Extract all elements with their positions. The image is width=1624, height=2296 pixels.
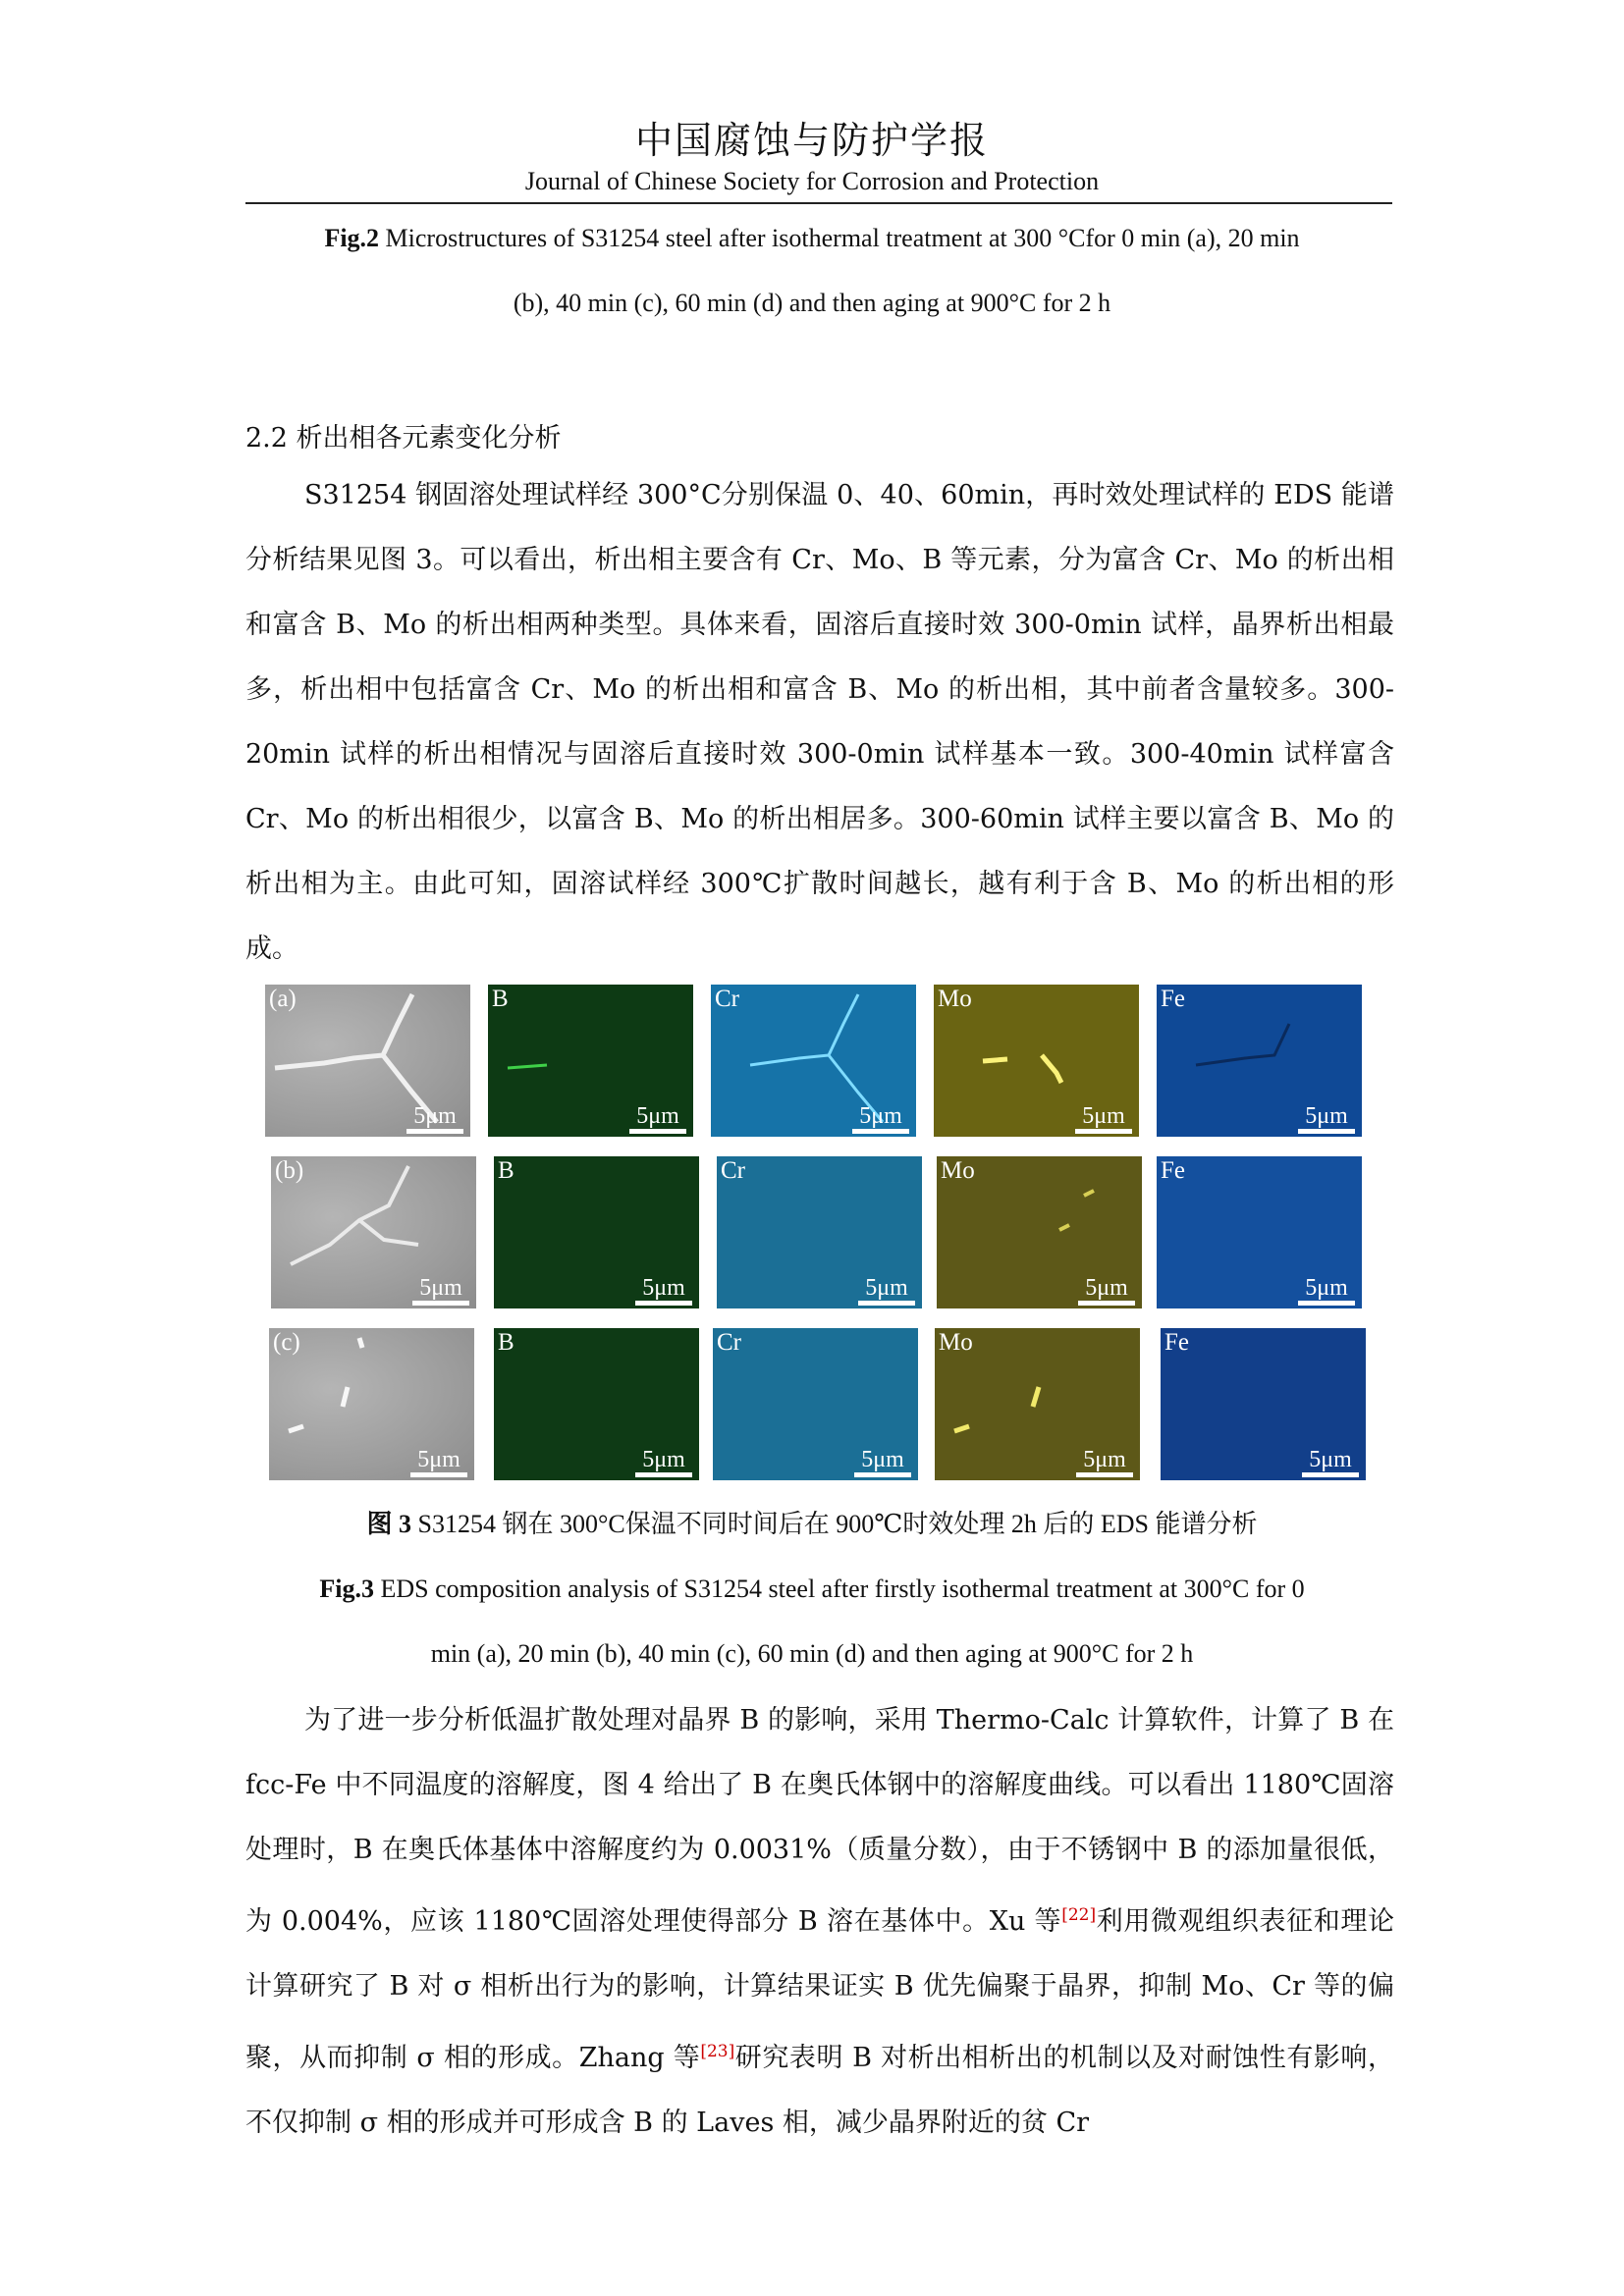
paragraph-2-part-3: 研究表明 B 对析出相析出的机制以及对耐蚀性有影响，不仅抑制 σ 相的形成并可形成含 B 的 Laves 相，减少晶界附近的贫 Cr: [245, 2043, 1394, 2138]
scale-bar: [848, 1104, 913, 1134]
tile-label: Fe: [1164, 1329, 1189, 1356]
tile-label: B: [498, 1329, 514, 1356]
scale-text: 5μm: [642, 1275, 685, 1301]
scale-text: 5μm: [413, 1103, 457, 1129]
fig3-label-cn: 图 3: [366, 1510, 412, 1538]
scale-bar: [1294, 1276, 1359, 1306]
scale-text: 5μm: [642, 1447, 685, 1472]
citation-23[interactable]: [23]: [700, 2042, 735, 2061]
scale-text: 5μm: [865, 1275, 908, 1301]
fe-map-a: [1157, 985, 1362, 1137]
tile-label: Mo: [939, 1329, 973, 1356]
fig2-caption-line2: (b), 40 min (c), 60 min (d) and then aging at 900°C for 2 h: [513, 289, 1111, 317]
tile-label: Mo: [938, 986, 972, 1012]
tile-label: (b): [275, 1157, 304, 1184]
tile-label: Cr: [715, 986, 739, 1012]
scale-bar: [850, 1448, 915, 1477]
scale-text: 5μm: [1305, 1103, 1348, 1129]
fig3-caption-en-line2: min (a), 20 min (b), 40 min (c), 60 min (d) and then aging at 900°C for 2 h: [430, 1639, 1194, 1668]
scale-bar: [1294, 1104, 1359, 1134]
sem-image-b: [271, 1156, 476, 1308]
sem-image-c: [269, 1328, 474, 1480]
sem-image-a: [265, 985, 470, 1137]
scale-text: 5μm: [1309, 1447, 1352, 1472]
tile-label: Fe: [1161, 1157, 1185, 1184]
tile-label: B: [492, 986, 509, 1012]
fe-map-b: [1157, 1156, 1362, 1308]
fig2-caption-line1: [226, 206, 1398, 271]
tile-label: Fe: [1161, 986, 1185, 1012]
scale-bar: [1072, 1448, 1137, 1477]
scale-bar: [1074, 1276, 1139, 1306]
tile-label: Cr: [717, 1329, 741, 1356]
journal-title-en: Journal of Chinese Society for Corrosion and Protection: [524, 167, 1100, 195]
scale-bar: [625, 1104, 690, 1134]
scale-text: 5μm: [419, 1275, 462, 1301]
figure-3-grid: [265, 985, 1365, 1485]
scale-text: 5μm: [636, 1103, 679, 1129]
mo-map-b: [937, 1156, 1142, 1308]
scale-text: 5μm: [859, 1103, 902, 1129]
scale-text: 5μm: [1085, 1275, 1128, 1301]
fig2-label: Fig.2: [324, 224, 380, 252]
b-map-b: [494, 1156, 699, 1308]
scale-bar: [1071, 1104, 1136, 1134]
cr-map-a: [711, 985, 916, 1137]
scale-text: 5μm: [417, 1447, 460, 1472]
cr-map-c: [713, 1328, 918, 1480]
fig3-caption-en-line1: [226, 1557, 1398, 1622]
scale-bar: [631, 1276, 696, 1306]
paragraph-1: S31254 钢固溶处理试样经 300°C分别保温 0、40、60min，再时效处理试样的 EDS 能谱分析结果见图 3。可以看出，析出相主要含有 Cr、Mo、B 等元素，分为富含 Cr、Mo 的析出相和富含 B、Mo 的析出相两种类型。具体来看，固溶后直接时效 300-0min 试样，晶界析出相最多，析出相中包括富含 Cr、Mo 的析出相和富含 B、Mo 的析出相，其中前者含量较多。300-20min 试样的析出相情况与固溶后直接时效 300-0min 试样基本一致。300-40min 试样富含 Cr、Mo 的析出相很少，以富含 B、Mo 的析出相居多。300-60min 试样主要以富含 B、Mo 的析出相为主。由此可知，固溶试样经 300℃扩散时间越长，越有利于含 B、Mo 的析出相的形成。: [245, 480, 1394, 964]
fig3-label-en: Fig.3: [319, 1575, 374, 1603]
scale-text: 5μm: [1083, 1447, 1126, 1472]
fig3-caption-cn: [226, 1492, 1398, 1557]
scale-bar: [408, 1276, 473, 1306]
b-map-c: [494, 1328, 699, 1480]
tile-label: (c): [273, 1329, 300, 1356]
paragraph-2-part-2: 利用微观组织表征和理论计算研究了 B 对 σ 相析出行为的影响，计算结果证实 B 优先偏聚于晶界，抑制 Mo、Cr 等的偏聚，从而抑制 σ 相的形成。Zhang 等: [245, 1906, 1395, 2073]
fig3-caption-cn-text: S31254 钢在 300°C保温不同时间后在 900℃时效处理 2h 后的 EDS 能谱分析: [411, 1510, 1258, 1538]
section-heading: 2.2 析出相各元素变化分析: [245, 423, 562, 454]
paragraph-2-part-1: 为了进一步分析低温扩散处理对晶界 B 的影响，采用 Thermo-Calc 计算软件，计算了 B 在 fcc-Fe 中不同温度的溶解度，图 4 给出了 B 在奥氏体钢中的溶解度曲线。可以看出 1180℃固溶处理时，B 在奥氏体基体中溶解度约为 0.0031%（质量分数），由于不锈钢中 B 的添加量很低，为 0.004%，应该 1180℃固溶处理使得部分 B 溶在基体中。Xu 等: [245, 1705, 1394, 1937]
b-map-a: [488, 985, 693, 1137]
scale-bar: [403, 1104, 467, 1134]
tile-label: (a): [269, 986, 297, 1012]
fe-map-c: [1161, 1328, 1366, 1480]
fig3-caption-en-text: EDS composition analysis of S31254 steel after firstly isothermal treatment at 300°C for 0: [373, 1575, 1305, 1603]
paragraph-2: [245, 1688, 1394, 2156]
scale-bar: [1298, 1448, 1363, 1477]
tile-label: B: [498, 1157, 514, 1184]
scale-bar: [854, 1276, 919, 1306]
tile-label: Cr: [721, 1157, 745, 1184]
scale-text: 5μm: [861, 1447, 904, 1472]
scale-bar: [631, 1448, 696, 1477]
scale-bar: [406, 1448, 471, 1477]
scale-text: 5μm: [1082, 1103, 1125, 1129]
header-rule: [245, 202, 1392, 204]
journal-title-cn: 中国腐蚀与防护学报: [634, 119, 989, 162]
scale-text: 5μm: [1305, 1275, 1348, 1301]
fig2-caption-text: Microstructures of S31254 steel after isothermal treatment at 300 °Cfor 0 min (a), 20 min: [379, 224, 1300, 252]
mo-map-c: [935, 1328, 1140, 1480]
cr-map-b: [717, 1156, 922, 1308]
mo-map-a: [934, 985, 1139, 1137]
tile-label: Mo: [941, 1157, 975, 1184]
citation-22[interactable]: [22]: [1061, 1905, 1097, 1925]
